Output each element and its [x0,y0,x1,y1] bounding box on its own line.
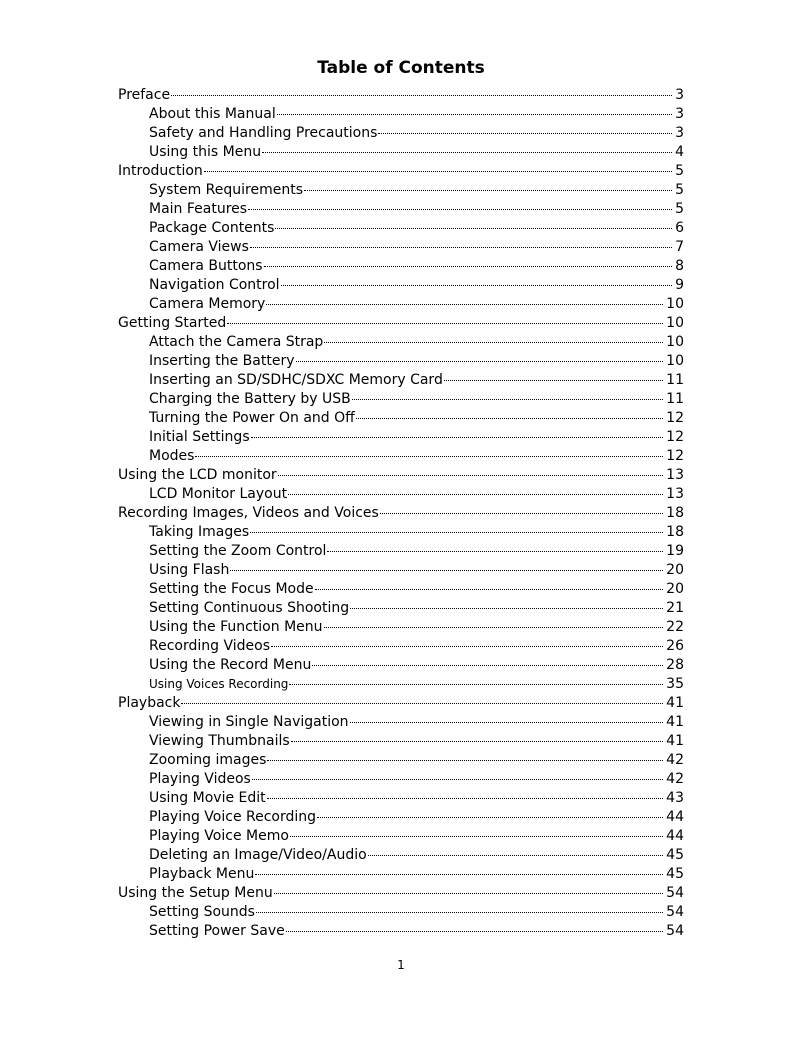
dot-leader [356,418,663,419]
toc-entry-page: 41 [666,714,684,730]
dot-leader [271,646,663,647]
toc-entry-title: Taking Images [149,524,250,540]
toc-entry-title: Playing Voice Memo [149,828,289,844]
toc-entry-title: Playback [118,695,181,711]
toc-entry-title: Using the LCD monitor [118,467,277,483]
toc-subentry[interactable] [118,561,684,580]
dot-leader [264,266,672,267]
toc-entry-title: Camera Memory [149,296,266,312]
dot-leader [274,893,663,894]
toc-entry-title: Inserting an SD/SDHC/SDXC Memory Card [149,372,443,388]
toc-entry-page: 28 [666,657,684,673]
toc-entry-title: Turning the Power On and Off [149,410,355,426]
toc-entry-page: 43 [666,790,684,806]
toc-entry-title: Setting the Focus Mode [149,581,314,597]
toc-subentry[interactable] [118,675,684,694]
toc-section-entry[interactable] [118,504,684,523]
toc-entry-title: Using the Setup Menu [118,885,273,901]
toc-entry-title: Playing Voice Recording [149,809,317,825]
toc-entry-page: 20 [666,562,684,578]
toc-subentry[interactable] [118,352,684,371]
toc-entry-page: 41 [666,733,684,749]
toc-entry-page: 22 [666,619,684,635]
toc-entry-page: 10 [666,334,684,350]
toc-entry-page: 3 [675,87,684,103]
toc-entry-title: Setting Continuous Shooting [149,600,350,616]
toc-entry-title: Using Voices Recording [149,677,289,691]
toc-entry-page: 21 [666,600,684,616]
dot-leader [181,703,663,704]
dot-leader [255,874,663,875]
toc-entry-title: Using the Record Menu [149,657,312,673]
toc-subentry[interactable] [118,903,684,922]
toc-entry-page: 3 [675,125,684,141]
toc-entry-page: 6 [675,220,684,236]
toc-entry-page: 20 [666,581,684,597]
dot-leader [350,608,663,609]
toc-entry-page: 12 [666,448,684,464]
dot-leader [368,855,663,856]
toc-section-entry[interactable] [118,86,684,105]
toc-entry-page: 10 [666,315,684,331]
toc-entry-page: 5 [675,201,684,217]
toc-subentry[interactable] [118,580,684,599]
toc-entry-page: 7 [675,239,684,255]
dot-leader [256,912,663,913]
toc-entry-title: Setting the Zoom Control [149,543,327,559]
dot-leader [252,779,663,780]
dot-leader [278,475,664,476]
toc-subentry[interactable] [118,124,684,143]
toc-entry-page: 10 [666,353,684,369]
dot-leader [262,152,672,153]
toc-section-entry[interactable] [118,162,684,181]
toc-subentry[interactable] [118,257,684,276]
toc-section-entry[interactable] [118,314,684,333]
toc-entry-page: 18 [666,524,684,540]
toc-entry-title: Package Contents [149,220,275,236]
toc-subentry[interactable] [118,523,684,542]
toc-entry-page: 42 [666,771,684,787]
toc-entry-title: Charging the Battery by USB [149,391,351,407]
toc-subentry[interactable] [118,789,684,808]
toc-entry-title: Viewing Thumbnails [149,733,290,749]
toc-entry-title: Inserting the Battery [149,353,295,369]
toc-subentry[interactable] [118,200,684,219]
dot-leader [250,532,663,533]
dot-leader [286,931,663,932]
toc-entry-title: System Requirements [149,182,303,198]
toc-section-entry[interactable] [118,694,684,713]
dot-leader [267,760,663,761]
toc-subentry[interactable] [118,371,684,390]
toc-entry-page: 3 [675,106,684,122]
dot-leader [378,133,672,134]
toc-entry-page: 45 [666,847,684,863]
toc-subentry[interactable] [118,751,684,770]
dot-leader [317,817,663,818]
toc-subentry[interactable] [118,143,684,162]
toc-entry-title: Using Flash [149,562,230,578]
toc-subentry[interactable] [118,333,684,352]
dot-leader [327,551,663,552]
toc-entry-title: Preface [118,87,171,103]
toc-entry-page: 26 [666,638,684,654]
toc-entry-title: Playing Videos [149,771,251,787]
toc-entry-page: 42 [666,752,684,768]
toc-entry-title: Getting Started [118,315,227,331]
toc-entry-page: 13 [666,486,684,502]
dot-leader [296,361,664,362]
table-of-contents [118,86,684,941]
toc-entry-title: Playback Menu [149,866,255,882]
toc-entry-page: 5 [675,163,684,179]
toc-entry-page: 19 [666,543,684,559]
toc-entry-title: Navigation Control [149,277,280,293]
dot-leader [171,95,672,96]
toc-subentry[interactable] [118,808,684,827]
dot-leader [266,304,663,305]
toc-entry-title: Safety and Handling Precautions [149,125,378,141]
toc-subentry[interactable] [118,713,684,732]
toc-subentry[interactable] [118,599,684,618]
toc-entry-page: 35 [666,676,684,692]
toc-entry-title: Camera Buttons [149,258,263,274]
toc-entry-page: 11 [666,372,684,388]
toc-entry-title: Recording Images, Videos and Voices [118,505,379,521]
toc-entry-title: Introduction [118,163,203,179]
dot-leader [350,722,664,723]
toc-entry-title: About this Manual [149,106,276,122]
dot-leader [444,380,663,381]
toc-entry-title: Camera Views [149,239,249,255]
toc-entry-page: 44 [666,828,684,844]
page-title: Table of Contents [317,58,485,78]
dot-leader [312,665,663,666]
toc-entry-page: 18 [666,505,684,521]
toc-entry-title: Modes [149,448,195,464]
toc-subentry[interactable] [118,409,684,428]
toc-entry-page: 41 [666,695,684,711]
dot-leader [288,494,663,495]
dot-leader [324,627,664,628]
toc-entry-title: Zooming images [149,752,267,768]
toc-subentry[interactable] [118,827,684,846]
toc-section-entry[interactable] [118,884,684,903]
toc-entry-page: 12 [666,429,684,445]
toc-subentry[interactable] [118,637,684,656]
dot-leader [230,570,663,571]
toc-entry-title: Deleting an Image/Video/Audio [149,847,367,863]
toc-entry-page: 8 [675,258,684,274]
toc-entry-title: Attach the Camera Strap [149,334,324,350]
toc-entry-title: Initial Settings [149,429,250,445]
toc-entry-page: 4 [675,144,684,160]
toc-entry-page: 54 [666,904,684,920]
toc-entry-title: Setting Power Save [149,923,285,939]
toc-entry-page: 10 [666,296,684,312]
toc-subentry[interactable] [118,390,684,409]
toc-entry-title: Setting Sounds [149,904,255,920]
toc-subentry[interactable] [118,922,684,941]
dot-leader [281,285,673,286]
toc-subentry[interactable] [118,276,684,295]
toc-entry-title: Main Features [149,201,248,217]
toc-entry-title: Using this Menu [149,144,262,160]
toc-entry-title: Recording Videos [149,638,270,654]
dot-leader [248,209,672,210]
dot-leader [289,684,663,685]
toc-subentry[interactable] [118,295,684,314]
toc-subentry[interactable] [118,447,684,466]
dot-leader [251,437,664,438]
toc-subentry[interactable] [118,181,684,200]
toc-entry-page: 9 [675,277,684,293]
toc-entry-title: Viewing in Single Navigation [149,714,349,730]
toc-section-entry[interactable] [118,466,684,485]
toc-subentry[interactable] [118,770,684,789]
toc-subentry[interactable] [118,656,684,675]
dot-leader [267,798,664,799]
toc-subentry[interactable] [118,542,684,561]
page-number: 1 [397,958,405,972]
toc-entry-title: LCD Monitor Layout [149,486,288,502]
dot-leader [227,323,663,324]
toc-subentry[interactable] [118,865,684,884]
dot-leader [277,114,672,115]
toc-subentry[interactable] [118,238,684,257]
dot-leader [275,228,672,229]
toc-entry-page: 13 [666,467,684,483]
toc-entry-title: Using Movie Edit [149,790,266,806]
dot-leader [324,342,663,343]
dot-leader [250,247,672,248]
dot-leader [380,513,663,514]
toc-subentry[interactable] [118,105,684,124]
dot-leader [195,456,663,457]
dot-leader [204,171,672,172]
toc-subentry[interactable] [118,732,684,751]
dot-leader [315,589,664,590]
toc-subentry[interactable] [118,219,684,238]
dot-leader [291,741,664,742]
toc-entry-page: 44 [666,809,684,825]
dot-leader [352,399,663,400]
toc-subentry[interactable] [118,428,684,447]
toc-subentry[interactable] [118,846,684,865]
toc-entry-title: Using the Function Menu [149,619,323,635]
dot-leader [290,836,663,837]
toc-entry-page: 54 [666,885,684,901]
toc-entry-page: 45 [666,866,684,882]
toc-entry-page: 11 [666,391,684,407]
toc-subentry[interactable] [118,618,684,637]
toc-entry-page: 54 [666,923,684,939]
toc-entry-page: 12 [666,410,684,426]
toc-subentry[interactable] [118,485,684,504]
dot-leader [304,190,672,191]
toc-entry-page: 5 [675,182,684,198]
